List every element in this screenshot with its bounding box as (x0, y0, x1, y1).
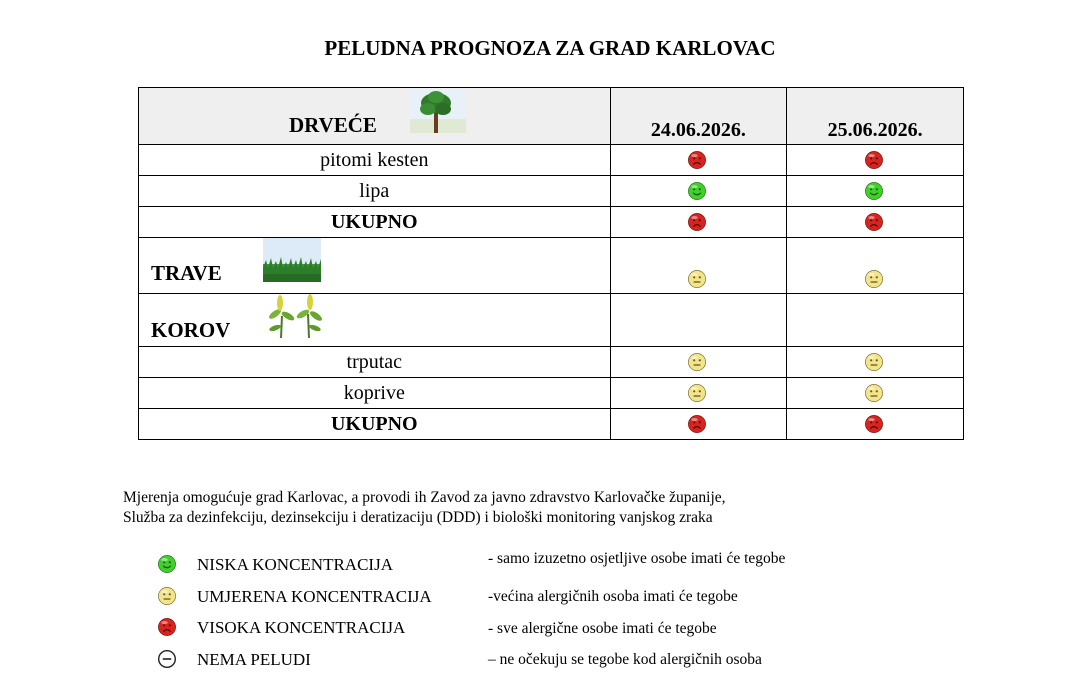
empty-cell (610, 294, 787, 347)
empty-cell (787, 294, 964, 347)
grass-category-cell (139, 238, 611, 294)
legend-name: NISKA KONCENTRACIJA (197, 555, 393, 574)
level-cell (610, 207, 787, 238)
table-row (139, 176, 964, 207)
legend-desc: - samo izuzetno osjetljive osobe imati će tegobe (488, 550, 786, 567)
legend-desc: -većina alergičnih osoba imati će tegobe (488, 588, 738, 605)
level-cell (787, 145, 964, 176)
level-cell (787, 409, 964, 440)
table-row (139, 409, 964, 440)
plant-name-cell: trputac (139, 347, 611, 378)
credit-line-1: Mjerenja omogućuje grad Karlovac, a provodi ih Zavod za javno zdravstvo Karlovačke županije, (123, 489, 726, 506)
category-trees-label: DRVEĆE (289, 113, 377, 137)
table-row (139, 378, 964, 409)
sad-face-icon (864, 414, 886, 436)
neutral-face-icon (864, 383, 886, 405)
sad-face-icon (157, 617, 179, 639)
credit-text (123, 488, 726, 528)
sad-face-icon (864, 212, 886, 234)
happy-face-icon (157, 554, 179, 576)
neutral-face-icon (687, 383, 709, 405)
neutral-face-icon (157, 586, 179, 608)
plant-name-cell: koprive (139, 378, 611, 409)
table-row (139, 294, 964, 347)
weeds-image (265, 294, 325, 344)
sad-face-icon (687, 150, 709, 172)
level-cell (610, 176, 787, 207)
level-cell (787, 207, 964, 238)
trees-total-label: UKUPNO (139, 207, 611, 238)
level-cell (610, 145, 787, 176)
table-row (139, 238, 964, 294)
circle-minus-icon (157, 649, 179, 671)
plant-name-cell: lipa (139, 176, 611, 207)
table-row (139, 207, 964, 238)
legend-desc: - sve alergične osobe imati će tegobe (488, 620, 717, 637)
weeds-category-cell (139, 294, 611, 347)
neutral-face-icon (687, 269, 709, 291)
legend-name: UMJERENA KONCENTRACIJA (197, 587, 432, 606)
table-header-row (139, 88, 964, 145)
level-cell (610, 347, 787, 378)
level-cell (787, 347, 964, 378)
level-cell (787, 176, 964, 207)
category-weeds-label: KOROV (151, 318, 231, 342)
neutral-face-icon (864, 269, 886, 291)
legend-name: NEMA PELUDI (197, 650, 311, 669)
table-row (139, 347, 964, 378)
legend-desc: – ne očekuju se tegobe kod alergičnih osoba (488, 651, 762, 668)
date-header-1: 24.06.2026. (610, 88, 787, 145)
level-cell (610, 409, 787, 440)
pollen-forecast-table (138, 87, 964, 440)
plant-name-cell: pitomi kesten (139, 145, 611, 176)
date-header-2: 25.06.2026. (787, 88, 964, 145)
page-title: PELUDNA PROGNOZA ZA GRAD KARLOVAC (324, 36, 776, 60)
sad-face-icon (864, 150, 886, 172)
happy-face-icon (687, 181, 709, 203)
weeds-total-label: UKUPNO (139, 409, 611, 440)
tree-image (410, 89, 466, 139)
sad-face-icon (687, 414, 709, 436)
level-cell (610, 378, 787, 409)
happy-face-icon (864, 181, 886, 203)
legend-name: VISOKA KONCENTRACIJA (197, 618, 406, 637)
trees-header-cell (139, 88, 611, 145)
table-row (139, 145, 964, 176)
category-grass-label: TRAVE (151, 261, 222, 285)
neutral-face-icon (687, 352, 709, 374)
sad-face-icon (687, 212, 709, 234)
neutral-face-icon (864, 352, 886, 374)
level-cell (787, 378, 964, 409)
grass-image (263, 238, 321, 288)
level-cell (610, 238, 787, 294)
credit-line-2: Služba za dezinfekciju, dezinsekciju i deratizaciju (DDD) i biološki monitoring vanjskog zraka (123, 509, 713, 526)
level-cell (787, 238, 964, 294)
